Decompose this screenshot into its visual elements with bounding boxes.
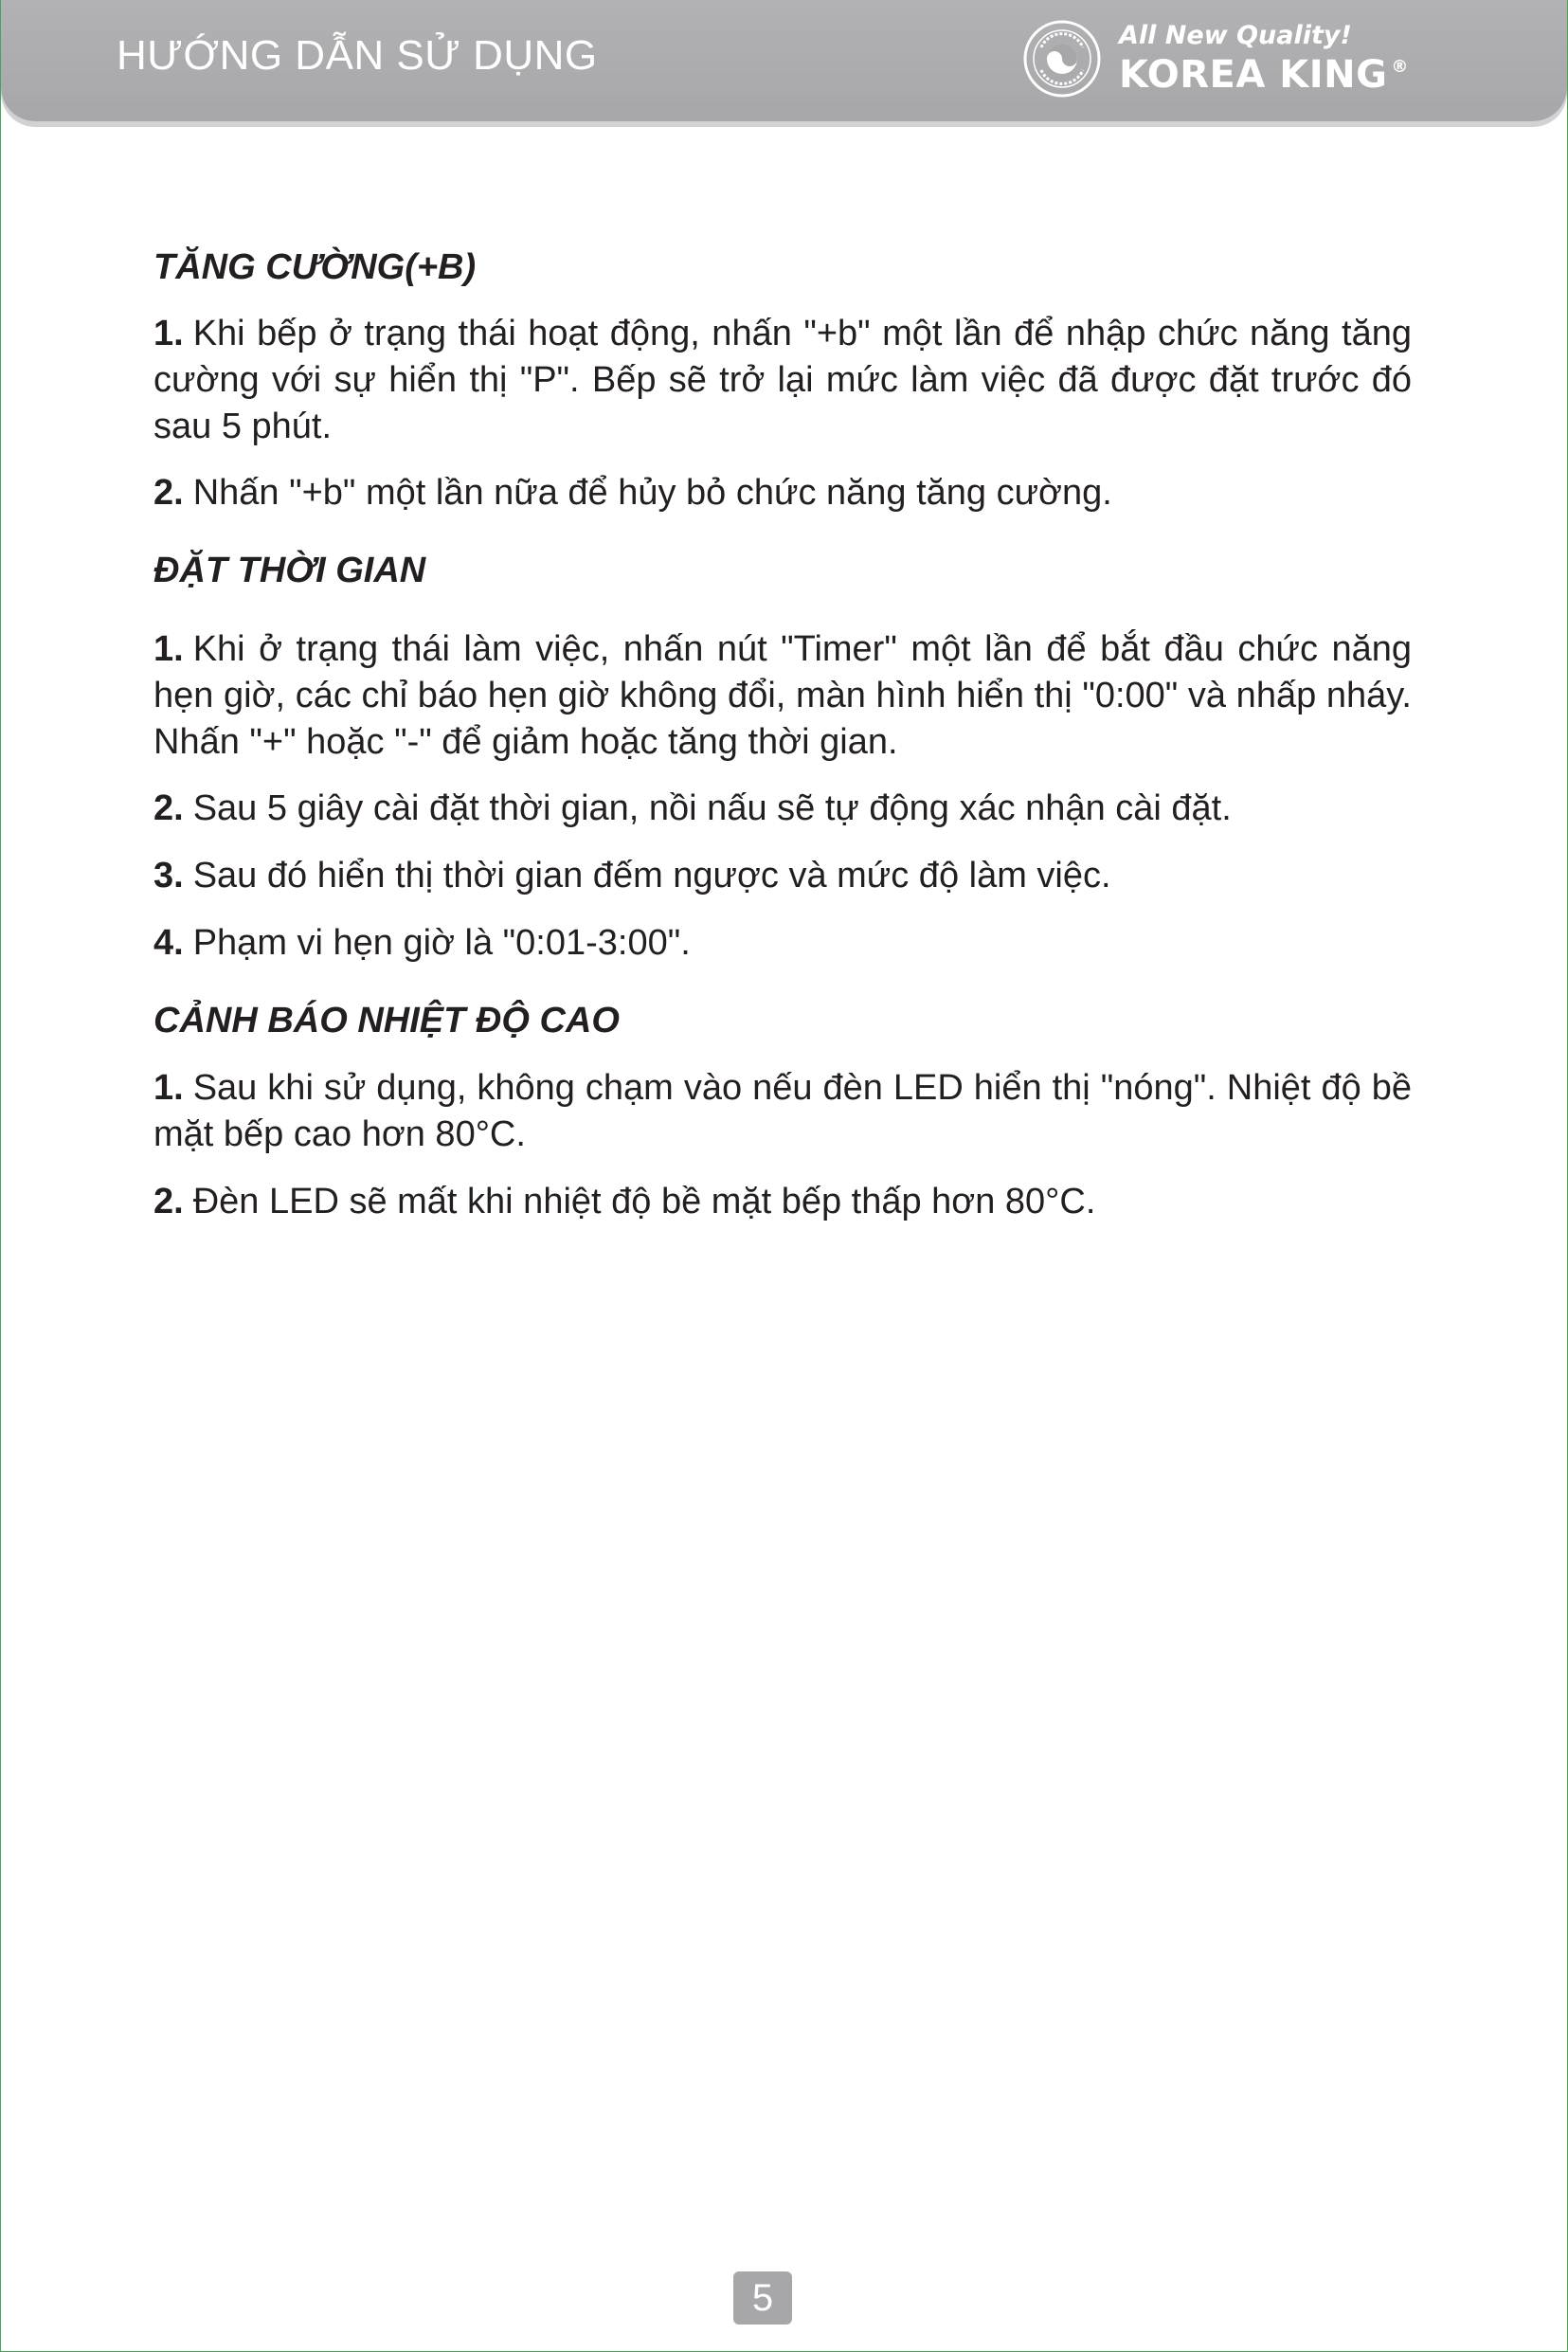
list-item: 2. Sau 5 giây cài đặt thời gian, nồi nấu sẽ tự động xác nhận cài đặt. <box>153 788 1232 828</box>
brand-tagline: All New Quality! <box>1119 21 1352 50</box>
list-item: 4. Phạm vi hẹn giờ là "0:01-3:00". <box>153 923 691 963</box>
manual-content <box>153 244 1412 1225</box>
header-bar <box>1 0 1567 121</box>
section-title-high-temp-warning: CẢNH BÁO NHIỆT ĐỘ CAO <box>153 1001 620 1040</box>
page-header-title: HƯỚNG DẪN SỬ DỤNG <box>117 32 598 79</box>
list-item: 1. Khi ở trạng thái làm việc, nhấn nút "Timer" một lần để bắt đầu chức năng hẹn giờ, các chỉ báo hẹn giờ không đổi, màn hình hiển thị "0:00" và nhấp nháy. Nhấn "+" hoặc "-" để giảm hoặc tăng thời gian. <box>153 629 1412 762</box>
registered-mark: ® <box>1391 57 1409 77</box>
list-item: 1. Khi bếp ở trạng thái hoạt động, nhấn "+b" một lần để nhập chức năng tăng cường với sự hiển thị "P". Bếp sẽ trở lại mức làm việc đã được đặt trước đó sau 5 phút. <box>153 314 1412 446</box>
korea-king-seal-icon <box>1022 19 1102 99</box>
list-item: 2. Đèn LED sẽ mất khi nhiệt độ bề mặt bếp thấp hơn 80°C. <box>153 1182 1096 1221</box>
brand-logo <box>1022 17 1420 102</box>
section-title-timer: ĐẶT THỜI GIAN <box>153 551 426 590</box>
list-item: 2. Nhấn "+b" một lần nữa để hủy bỏ chức năng tăng cường. <box>153 473 1112 513</box>
brand-name: KOREA KING ® <box>1119 53 1409 97</box>
page-number: 5 <box>733 2271 792 2325</box>
section-title-boost: TĂNG CƯỜNG(+B) <box>153 247 477 287</box>
list-item: 3. Sau đó hiển thị thời gian đếm ngược và mức độ làm việc. <box>153 856 1111 896</box>
list-item: 1. Sau khi sử dụng, không chạm vào nếu đèn LED hiển thị "nóng". Nhiệt độ bề mặt bếp cao hơn 80°C. <box>153 1068 1412 1154</box>
